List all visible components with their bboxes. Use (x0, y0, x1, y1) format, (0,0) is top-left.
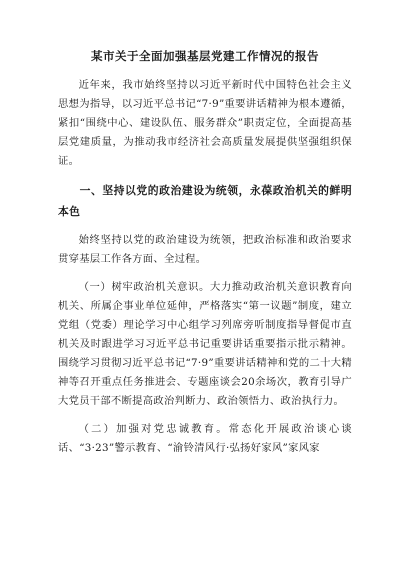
subsection-2-paragraph: （二）加强对党忠诚教育。常态化开展政治谈心谈话、“3·23”警示教育、“渝铃清风行·弘扬好家风”家风家 (58, 423, 352, 454)
intro-paragraph: 近年来，我市始终坚持以习近平新时代中国特色社会主义思想为指导，以习近平总书记“7·9”重要讲话精神为根本遵循，紧扣“围绕中心、建设队伍、服务群众”职责定位，全面提高基层党建质量，为推动我市经济社会高质量发展提供坚强组织保证。 (58, 79, 352, 167)
section-intro-paragraph: 始终坚持以党的政治建设为统领，把政治标准和政治要求贯穿基层工作各方面、全过程。 (58, 234, 352, 265)
subsection-1-paragraph: （一）树牢政治机关意识。大力推动政治机关意识教育向机关、所属企事业单位延伸，严格落实“第一议题”制度，建立党组（党委）理论学习中心组学习列席旁听制度指导督促市直机关及时跟进学习习近平总书记重要讲话重要指示批示精神。围绕学习贯彻习近平总书记“7·9”重要讲话精神和党的二十大精神等召开重点任务推进会、专题座谈会20余场次，教育引导广大党员干部不断提高政治判断力、政治领悟力、政治执行力。 (58, 281, 352, 407)
document-title: 某市关于全面加强基层党建工作情况的报告 (91, 49, 319, 63)
section-heading: 一、坚持以党的政治建设为统领，永葆政治机关的鲜明本色 (58, 184, 352, 218)
